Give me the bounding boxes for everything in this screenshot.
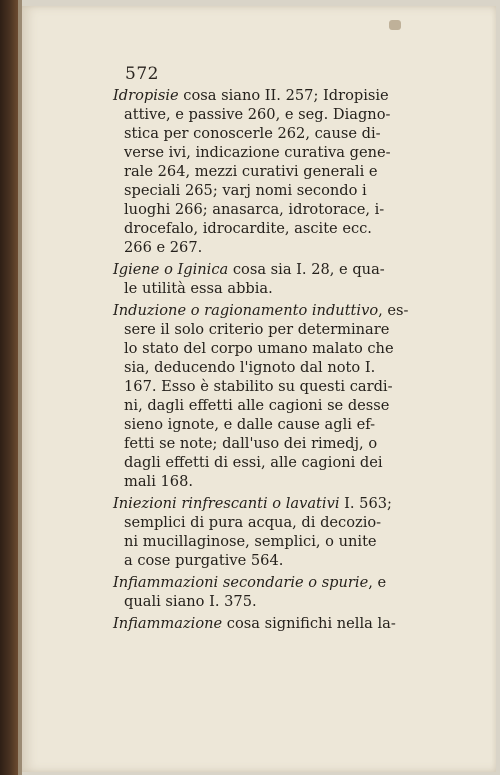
index-entry (113, 260, 465, 298)
page-number: 572 (125, 64, 159, 84)
entry-term: Induzione o ragionamento induttivo (113, 302, 379, 319)
entry-term: Idropisie (113, 87, 179, 104)
index-entry (113, 614, 465, 633)
entry-text: cosa siano II. 257; Idropisie attive, e passive 260, e seg. Diagno- stica per conoscerle 262, cause di- verse ivi, indicazione curativa gene- rale 264, mezzi curativi generali e speciali 265; varj nomi secondo i luoghi 266; anasarca, idrotorace, i- drocefalo, idrocardite, ascite ecc. 266 e 267. (124, 87, 391, 256)
entry-text: cosa significhi nella la- (222, 615, 396, 632)
entry-term: Igiene o Iginica (113, 261, 229, 278)
entry-term: Iniezioni rinfrescanti o lavativi (113, 495, 340, 512)
page-stain (389, 20, 401, 30)
index-entry (113, 573, 465, 611)
entry-text: cosa sia I. 28, e qua- le utilità essa abbia. (124, 261, 385, 297)
entry-text: , e quali siano I. 375. (124, 574, 387, 610)
entry-term: Infiammazione (113, 615, 223, 632)
index-entry (113, 301, 465, 491)
entry-term: Infiammazioni secondarie o spurie (113, 574, 369, 591)
index-entries (113, 86, 465, 636)
index-entry (113, 494, 465, 570)
entry-text: I. 563; semplici di pura acqua, di decozio- ni mucillaginose, semplici, o unite a cose purgative 564. (124, 495, 392, 569)
entry-text: , es- sere il solo criterio per determinare lo stato del corpo umano malato che sia, deducendo l'ignoto dal noto I. 167. Esso è stabilito su questi cardi- ni, dagli effetti alle cagioni se desse sieno ignote, e dalle cause agli ef- fetti se note; dall'uso dei rimedj, o dagli effetti di essi, alle cagioni dei mali 168. (124, 302, 409, 490)
index-entry (113, 86, 465, 257)
book-spine (0, 0, 22, 775)
